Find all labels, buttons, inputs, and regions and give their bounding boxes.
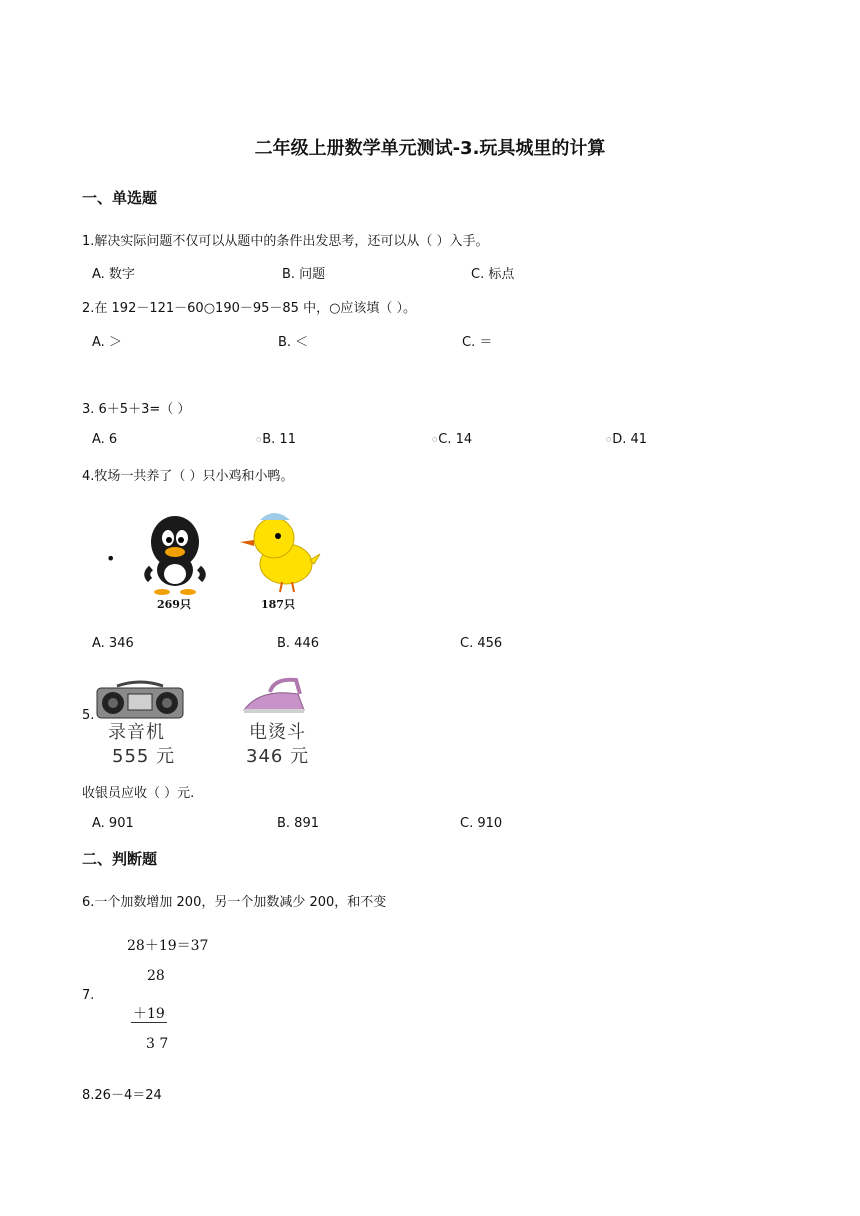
chick-illustration — [234, 504, 324, 594]
q3-option-b-label: B. 11 — [262, 432, 296, 447]
item1-price: 555 元 — [112, 746, 176, 767]
q3-option-d-label: D. 41 — [612, 432, 648, 447]
q3-option-b[interactable] — [256, 432, 296, 447]
q4-option-b[interactable]: B. 446 — [277, 636, 319, 651]
page-title: 二年级上册数学单元测试-3.玩具城里的计算 — [254, 138, 606, 159]
q3-option-c[interactable] — [432, 432, 472, 447]
q4-option-c[interactable]: C. 456 — [460, 636, 503, 651]
duck-count-label: 269只 — [157, 598, 191, 611]
radio-dot-icon: ○ — [256, 436, 262, 443]
section-heading-single-choice: 一、单选题 — [82, 189, 158, 207]
question-8-text: 8.26－4＝24 — [82, 1088, 162, 1103]
radio-cassette-icon — [95, 680, 185, 720]
question-5-number: 5. — [82, 708, 95, 723]
q1-option-b[interactable]: B. 问题 — [282, 267, 326, 282]
item2-name: 电烫斗 — [249, 722, 306, 743]
q3-option-a[interactable]: A. 6 — [92, 432, 118, 447]
q5-option-b[interactable]: B. 891 — [277, 816, 319, 831]
item1-name: 录音机 — [108, 722, 165, 743]
radio-dot-icon: ○ — [606, 436, 612, 443]
question-5-text: 收银员应收（ ）元. — [82, 786, 195, 801]
question-1-text: 1.解决实际问题不仅可以从题中的条件出发思考，还可以从（ ）入手。 — [82, 234, 489, 249]
question-7-number: 7. — [82, 988, 95, 1003]
q4-option-a[interactable]: A. 346 — [92, 636, 134, 651]
q3-option-c-label: C. 14 — [438, 432, 473, 447]
item2-price: 346 元 — [246, 746, 310, 767]
question-4-text: 4.牧场一共养了（ ）只小鸡和小鸭。 — [82, 469, 294, 484]
q2-option-b[interactable]: B. ＜ — [278, 335, 309, 350]
q7-vertical-addend: ＋19 — [133, 1006, 165, 1022]
iron-icon — [240, 674, 310, 718]
q2-option-c[interactable]: C. ＝ — [462, 335, 493, 350]
q7-equation: 28＋19＝37 — [127, 938, 209, 954]
q5-option-c[interactable]: C. 910 — [460, 816, 503, 831]
q2-option-a[interactable]: A. ＞ — [92, 335, 122, 350]
radio-dot-icon: ○ — [432, 436, 438, 443]
q7-vertical-result: 3 7 — [146, 1036, 169, 1052]
chick-count-label: 187只 — [261, 598, 295, 611]
q3-option-d[interactable] — [606, 432, 647, 447]
duck-illustration — [140, 508, 210, 598]
question-3-text: 3. 6＋5＋3=（ ） — [82, 402, 191, 417]
q7-vertical-top: 28 — [147, 968, 165, 984]
section-heading-true-false: 二、判断题 — [82, 850, 158, 868]
question-6-text: 6.一个加数增加 200，另一个加数减少 200，和不变 — [82, 895, 387, 910]
question-2-text: 2.在 192－121－60○190－95－85 中，○应该填（ ）。 — [82, 301, 417, 316]
q1-option-c[interactable]: C. 标点 — [471, 267, 515, 282]
q7-sum-line — [131, 1022, 167, 1023]
q1-option-a[interactable]: A. 数字 — [92, 267, 135, 282]
bullet: • — [106, 549, 116, 568]
q5-option-a[interactable]: A. 901 — [92, 816, 134, 831]
